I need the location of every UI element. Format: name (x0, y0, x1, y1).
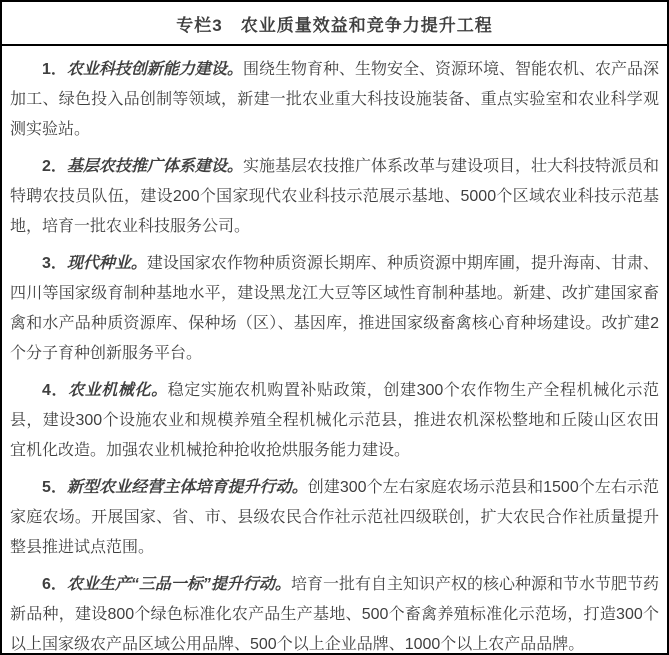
paragraph-2-number: 2． (42, 158, 67, 175)
paragraph-6-body: 培育一批有自主知识产权的核心种源和节水节肥节药新品种，建设800个绿色标准化农产品生产基地、500个畜禽养殖标准化示范场，打造300个以上国家级农产品区域公用品牌、500个以上企业品牌、1000个以上农产品品牌。 (10, 576, 659, 653)
paragraph-4-body: 稳定实施农机购置补贴政策，创建300个农作物生产全程机械化示范县，建设300个设施农业和规模养殖全程机械化示范县，推进农机深松整地和丘陵山区农田宜机化改造。加强农业机械抢种抢收抢烘服务能力建设。 (10, 382, 659, 459)
paragraph-3-body: 建设国家农作物种质资源长期库、种质资源中期库圃，提升海南、甘肃、四川等国家级育制种基地水平，建设黑龙江大豆等区域性育制种基地。新建、改扩建国家畜禽和水产品种质资源库、保种场（区）、基因库，推进国家级畜禽核心育种场建设。改扩建2个分子育种创新服务平台。 (10, 255, 659, 362)
paragraph-5-body: 创建300个左右家庭农场示范县和1500个左右示范家庭农场。开展国家、省、市、县级农民合作社示范社四级联创，扩大农民合作社质量提升整县推进试点范围。 (10, 479, 659, 556)
paragraph-1-lead: 农业科技创新能力建设。 (66, 61, 243, 78)
paragraph-4-lead: 农业机械化。 (68, 382, 168, 399)
paragraph-3-number: 3． (42, 255, 67, 272)
box-body (2, 46, 667, 653)
paragraph-6 (10, 570, 659, 653)
paragraph-6-lead: 农业生产“三品一标”提升行动。 (66, 576, 291, 593)
paragraph-5-lead: 新型农业经营主体培育提升行动。 (67, 479, 308, 496)
paragraph-2 (10, 152, 659, 242)
paragraph-4-number: 4． (42, 382, 69, 399)
paragraph-6-number: 6． (42, 576, 67, 593)
paragraph-5 (10, 473, 659, 563)
paragraph-1-number: 1． (42, 61, 67, 78)
paragraph-1-body: 围绕生物育种、生物安全、资源环境、智能农机、农产品深加工、绿色投入品创制等领域，新建一批农业重大科技设施装备、重点实验室和农业科学观测实验站。 (10, 61, 659, 138)
paragraph-2-body: 实施基层农技推广体系改革与建设项目，壮大科技特派员和特聘农技员队伍，建设200个国家现代农业科技示范展示基地、5000个区域农业科技示范基地，培育一批农业科技服务公司。 (10, 158, 659, 235)
box-title: 专栏3 农业质量效益和竞争力提升工程 (176, 15, 493, 35)
paragraph-5-number: 5． (42, 479, 67, 496)
box-header (2, 2, 667, 46)
paragraph-3-lead: 现代种业。 (66, 255, 147, 272)
paragraph-2-lead: 基层农技推广体系建设。 (66, 158, 243, 175)
paragraph-1 (10, 55, 659, 145)
paragraph-4 (10, 376, 659, 466)
paragraph-3 (10, 249, 659, 369)
